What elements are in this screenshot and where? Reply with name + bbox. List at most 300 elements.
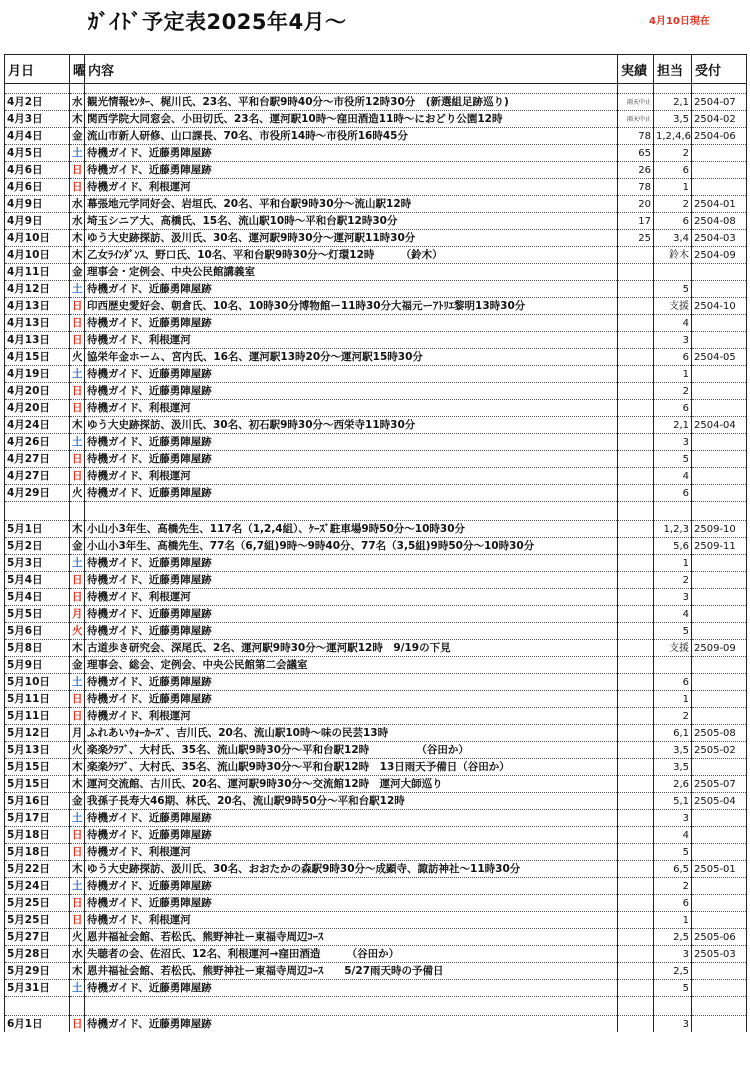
header-date: 月日 [5, 55, 70, 84]
receipt-cell [692, 980, 747, 997]
staff-cell: 3,5 [654, 742, 692, 759]
content-cell: 待機ガイド、近藤勇陣屋跡 [85, 623, 618, 640]
date-cell: 5月12日 [5, 725, 70, 742]
receipt-cell [692, 810, 747, 827]
staff-cell: 1 [654, 179, 692, 196]
actual-cell [618, 759, 654, 776]
content-cell: 待機ガイド、近藤勇陣屋跡 [85, 434, 618, 451]
table-row [5, 963, 747, 980]
content-cell: ゆう大史跡探訪、汲川氏、30名、運河駅9時30分～運河駅11時30分 [85, 230, 618, 247]
content-cell: 関西学院大同窓会、小田切氏、23名、運河駅10時～窪田酒造11時～におどり公園12時 [85, 111, 618, 128]
weekday-cell: 日 [70, 572, 85, 589]
staff-cell: 2 [654, 878, 692, 895]
date-cell: 5月5日 [5, 606, 70, 623]
table-row [5, 708, 747, 725]
weekday-cell: 日 [70, 1016, 85, 1033]
table-row [5, 383, 747, 400]
staff-cell: 6 [654, 674, 692, 691]
actual-cell [618, 776, 654, 793]
table-row [5, 213, 747, 230]
weekday-cell: 日 [70, 451, 85, 468]
content-cell: 観光情報ｾﾝﾀｰ、梶川氏、23名、平和台駅9時40分～市役所12時30分 (新選組足跡巡り) [85, 94, 618, 111]
staff-cell: 2 [654, 708, 692, 725]
table-row [5, 878, 747, 895]
staff-cell: 6 [654, 213, 692, 230]
staff-cell: 6 [654, 895, 692, 912]
weekday-cell: 日 [70, 315, 85, 332]
content-cell: 待機ガイド、利根運河 [85, 332, 618, 349]
date-cell: 5月10日 [5, 674, 70, 691]
spacer-cell [654, 502, 692, 521]
actual-cell [618, 538, 654, 555]
weekday-cell: 日 [70, 912, 85, 929]
date-cell: 4月13日 [5, 332, 70, 349]
actual-cell [618, 485, 654, 502]
spacer-cell [692, 84, 747, 94]
table-row [5, 640, 747, 657]
date-cell: 4月13日 [5, 315, 70, 332]
date-cell: 4月27日 [5, 468, 70, 485]
content-cell: 待機ガイド、近藤勇陣屋跡 [85, 145, 618, 162]
staff-cell: 6 [654, 349, 692, 366]
content-cell: ゆう大史跡探訪、汲川氏、30名、初石駅9時30分～西栄寺11時30分 [85, 417, 618, 434]
weekday-cell: 火 [70, 485, 85, 502]
spacer-cell [654, 997, 692, 1016]
table-row [5, 485, 747, 502]
receipt-cell [692, 1016, 747, 1033]
date-cell: 4月11日 [5, 264, 70, 281]
date-cell: 5月9日 [5, 657, 70, 674]
content-cell: 待機ガイド、近藤勇陣屋跡 [85, 383, 618, 400]
weekday-cell: 日 [70, 589, 85, 606]
date-cell: 5月27日 [5, 929, 70, 946]
weekday-cell: 木 [70, 640, 85, 657]
date-cell: 4月26日 [5, 434, 70, 451]
staff-cell: 3 [654, 946, 692, 963]
actual-cell: 26 [618, 162, 654, 179]
table-row [5, 264, 747, 281]
weekday-cell: 日 [70, 691, 85, 708]
receipt-cell [692, 468, 747, 485]
content-cell: 楽楽ｸﾗﾌﾞ、大村氏、35名、流山駅9時30分～平和台駅12時 （谷田か） [85, 742, 618, 759]
schedule-body [5, 84, 747, 1033]
actual-cell: 78 [618, 128, 654, 145]
table-row [5, 196, 747, 213]
staff-cell: 1,2,4,6 [654, 128, 692, 145]
date-cell: 5月3日 [5, 555, 70, 572]
table-row [5, 521, 747, 538]
actual-cell: 65 [618, 145, 654, 162]
content-cell: 待機ガイド、利根運河 [85, 844, 618, 861]
date-cell: 4月27日 [5, 451, 70, 468]
receipt-cell: 2504-03 [692, 230, 747, 247]
receipt-cell [692, 572, 747, 589]
actual-cell: 雨天中止 [618, 94, 654, 111]
staff-cell: 1 [654, 691, 692, 708]
staff-cell: 3,5 [654, 111, 692, 128]
staff-cell: 5 [654, 844, 692, 861]
receipt-cell: 2504-04 [692, 417, 747, 434]
actual-cell [618, 417, 654, 434]
table-row [5, 980, 747, 997]
receipt-cell: 2504-10 [692, 298, 747, 315]
header-receipt: 受付 [692, 55, 747, 84]
date-cell: 5月11日 [5, 708, 70, 725]
content-cell: 待機ガイド、利根運河 [85, 400, 618, 417]
date-cell: 5月13日 [5, 742, 70, 759]
receipt-cell [692, 878, 747, 895]
date-cell: 4月20日 [5, 383, 70, 400]
actual-cell [618, 555, 654, 572]
actual-cell [618, 691, 654, 708]
content-cell: 待機ガイド、近藤勇陣屋跡 [85, 691, 618, 708]
table-row [5, 929, 747, 946]
actual-cell: 25 [618, 230, 654, 247]
table-row [5, 912, 747, 929]
actual-cell [618, 332, 654, 349]
weekday-cell: 日 [70, 708, 85, 725]
table-row [5, 468, 747, 485]
date-cell: 5月31日 [5, 980, 70, 997]
table-row [5, 589, 747, 606]
table-row [5, 776, 747, 793]
content-cell: 待機ガイド、近藤勇陣屋跡 [85, 485, 618, 502]
actual-cell [618, 400, 654, 417]
spacer-row [5, 84, 747, 94]
receipt-cell [692, 400, 747, 417]
receipt-cell [692, 485, 747, 502]
spacer-row [5, 502, 747, 521]
receipt-cell [692, 827, 747, 844]
schedule-table [4, 54, 747, 1032]
weekday-cell: 水 [70, 946, 85, 963]
spacer-cell [85, 997, 618, 1016]
actual-cell [618, 725, 654, 742]
receipt-cell [692, 691, 747, 708]
staff-cell: 2,5 [654, 929, 692, 946]
date-cell: 4月3日 [5, 111, 70, 128]
header-row [5, 55, 747, 84]
receipt-cell [692, 281, 747, 298]
actual-cell [618, 895, 654, 912]
receipt-cell: 2505-08 [692, 725, 747, 742]
table-row [5, 606, 747, 623]
date-cell: 5月4日 [5, 589, 70, 606]
actual-cell [618, 315, 654, 332]
actual-cell [618, 878, 654, 895]
receipt-cell [692, 264, 747, 281]
actual-cell [618, 963, 654, 980]
actual-cell [618, 912, 654, 929]
staff-cell: 2 [654, 572, 692, 589]
staff-cell: 3 [654, 332, 692, 349]
weekday-cell: 土 [70, 366, 85, 383]
content-cell: 待機ガイド、利根運河 [85, 912, 618, 929]
receipt-cell [692, 383, 747, 400]
staff-cell: 2,1 [654, 417, 692, 434]
staff-cell: 5 [654, 623, 692, 640]
staff-cell: 支援 [654, 298, 692, 315]
date-cell: 4月19日 [5, 366, 70, 383]
content-cell: 理事会・定例会、中央公民館講義室 [85, 264, 618, 281]
spacer-cell [70, 997, 85, 1016]
date-cell: 5月22日 [5, 861, 70, 878]
receipt-cell: 2505-04 [692, 793, 747, 810]
staff-cell: 3 [654, 810, 692, 827]
content-cell: 楽楽ｸﾗﾌﾞ、大村氏、35名、流山駅9時30分～平和台駅12時 13日雨天予備日（谷田か） [85, 759, 618, 776]
actual-cell: 17 [618, 213, 654, 230]
table-row [5, 128, 747, 145]
content-cell: ゆう大史跡探訪、汲川氏、30名、おおたかの森駅9時30分～成顕寺、諏訪神社～11時30分 [85, 861, 618, 878]
staff-cell: 5 [654, 980, 692, 997]
receipt-cell: 2504-01 [692, 196, 747, 213]
date-cell: 5月16日 [5, 793, 70, 810]
receipt-cell: 2505-03 [692, 946, 747, 963]
weekday-cell: 木 [70, 417, 85, 434]
date-cell: 5月24日 [5, 878, 70, 895]
receipt-cell [692, 895, 747, 912]
staff-cell: 6,1 [654, 725, 692, 742]
table-row [5, 810, 747, 827]
content-cell: 協栄年金ホーム、宮内氏、16名、運河駅13時20分～運河駅15時30分 [85, 349, 618, 366]
date-cell: 5月11日 [5, 691, 70, 708]
receipt-cell: 2505-06 [692, 929, 747, 946]
staff-cell: 1,2,3 [654, 521, 692, 538]
content-cell: 待機ガイド、近藤勇陣屋跡 [85, 366, 618, 383]
actual-cell [618, 827, 654, 844]
date-cell: 5月4日 [5, 572, 70, 589]
receipt-cell [692, 145, 747, 162]
actual-cell: 78 [618, 179, 654, 196]
actual-cell [618, 298, 654, 315]
content-cell: 待機ガイド、近藤勇陣屋跡 [85, 878, 618, 895]
staff-cell: 支援 [654, 640, 692, 657]
receipt-cell [692, 315, 747, 332]
date-cell: 4月5日 [5, 145, 70, 162]
content-cell: 待機ガイド、近藤勇陣屋跡 [85, 895, 618, 912]
staff-cell: 5 [654, 451, 692, 468]
content-cell: 待機ガイド、近藤勇陣屋跡 [85, 281, 618, 298]
date-cell: 5月6日 [5, 623, 70, 640]
spacer-cell [692, 997, 747, 1016]
weekday-cell: 土 [70, 674, 85, 691]
spacer-cell [85, 502, 618, 521]
table-row [5, 162, 747, 179]
content-cell: 待機ガイド、近藤勇陣屋跡 [85, 980, 618, 997]
date-cell: 5月25日 [5, 895, 70, 912]
staff-cell: 4 [654, 468, 692, 485]
date-cell: 5月15日 [5, 776, 70, 793]
weekday-cell: 水 [70, 213, 85, 230]
weekday-cell: 土 [70, 555, 85, 572]
spacer-cell [5, 502, 70, 521]
content-cell: 小山小3年生、高橋先生、77名（6,7組)9時～9時40分、77名（3,5組)9時50分～10時30分 [85, 538, 618, 555]
table-row [5, 179, 747, 196]
weekday-cell: 水 [70, 196, 85, 213]
receipt-cell [692, 366, 747, 383]
actual-cell [618, 640, 654, 657]
receipt-cell: 2509-10 [692, 521, 747, 538]
actual-cell: 雨天中止 [618, 111, 654, 128]
date-cell: 5月17日 [5, 810, 70, 827]
date-cell: 4月13日 [5, 298, 70, 315]
staff-cell: 3 [654, 1016, 692, 1033]
date-cell: 4月20日 [5, 400, 70, 417]
staff-cell: 1 [654, 555, 692, 572]
table-row [5, 725, 747, 742]
staff-cell [654, 264, 692, 281]
staff-cell: 2,6 [654, 776, 692, 793]
weekday-cell: 木 [70, 111, 85, 128]
content-cell: 待機ガイド、利根運河 [85, 708, 618, 725]
receipt-cell: 2509-11 [692, 538, 747, 555]
date-cell: 5月28日 [5, 946, 70, 963]
staff-cell: 1 [654, 912, 692, 929]
date-cell: 6月1日 [5, 1016, 70, 1033]
receipt-cell: 2504-07 [692, 94, 747, 111]
content-cell: 運河交流館、古川氏、20名、運河駅9時30分～交流館12時 運河大師巡り [85, 776, 618, 793]
content-cell: 小山小3年生、高橋先生、117名（1,2,4組）、ｹｰｽﾞ駐車場9時50分～10時30分 [85, 521, 618, 538]
weekday-cell: 火 [70, 742, 85, 759]
weekday-cell: 日 [70, 179, 85, 196]
receipt-cell [692, 434, 747, 451]
receipt-cell [692, 589, 747, 606]
content-cell: 印西歴史愛好会、朝倉氏、10名、10時30分博物館ー11時30分大福元ーｱﾄﾘｴ黎明13時30分 [85, 298, 618, 315]
weekday-cell: 金 [70, 657, 85, 674]
as-of-date: 4月10日現在 [649, 16, 710, 27]
spacer-cell [618, 997, 654, 1016]
actual-cell: 20 [618, 196, 654, 213]
weekday-cell: 日 [70, 400, 85, 417]
content-cell: 埼玉シニア大、高橋氏、15名、流山駅10時～平和台駅12時30分 [85, 213, 618, 230]
header-actual: 実績 [618, 55, 654, 84]
header-day: 曜 [70, 55, 85, 84]
receipt-cell: 2504-09 [692, 247, 747, 264]
date-cell: 4月10日 [5, 230, 70, 247]
actual-cell [618, 708, 654, 725]
spacer-cell [5, 84, 70, 94]
staff-cell: 2 [654, 196, 692, 213]
table-row [5, 895, 747, 912]
table-row [5, 434, 747, 451]
content-cell: 待機ガイド、近藤勇陣屋跡 [85, 1016, 618, 1033]
actual-cell [618, 349, 654, 366]
spacer-cell [5, 997, 70, 1016]
table-row [5, 298, 747, 315]
receipt-cell [692, 332, 747, 349]
table-row [5, 861, 747, 878]
weekday-cell: 土 [70, 281, 85, 298]
staff-cell: 2,1 [654, 94, 692, 111]
receipt-cell [692, 674, 747, 691]
weekday-cell: 土 [70, 434, 85, 451]
table-row [5, 555, 747, 572]
actual-cell [618, 810, 654, 827]
receipt-cell: 2504-08 [692, 213, 747, 230]
content-cell: 待機ガイド、近藤勇陣屋跡 [85, 555, 618, 572]
table-row [5, 94, 747, 111]
staff-cell: 6 [654, 400, 692, 417]
date-cell: 4月29日 [5, 485, 70, 502]
date-cell: 4月2日 [5, 94, 70, 111]
date-cell: 5月1日 [5, 521, 70, 538]
spacer-cell [70, 84, 85, 94]
actual-cell [618, 674, 654, 691]
date-cell: 5月15日 [5, 759, 70, 776]
weekday-cell: 木 [70, 247, 85, 264]
spacer-row [5, 997, 747, 1016]
weekday-cell: 木 [70, 521, 85, 538]
actual-cell [618, 844, 654, 861]
table-row [5, 1016, 747, 1033]
receipt-cell: 2504-05 [692, 349, 747, 366]
content-cell: 失聴者の会、佐沼氏、12名、利根運河→窪田酒造 （谷田か） [85, 946, 618, 963]
weekday-cell: 日 [70, 895, 85, 912]
table-row [5, 674, 747, 691]
staff-cell: 5 [654, 281, 692, 298]
weekday-cell: 月 [70, 606, 85, 623]
receipt-cell [692, 844, 747, 861]
staff-cell: 4 [654, 315, 692, 332]
content-cell: 我孫子長寿大46期、林氏、20名、流山駅9時50分～平和台駅12時 [85, 793, 618, 810]
actual-cell [618, 589, 654, 606]
table-row [5, 417, 747, 434]
receipt-cell [692, 963, 747, 980]
date-cell: 4月15日 [5, 349, 70, 366]
actual-cell [618, 434, 654, 451]
weekday-cell: 火 [70, 349, 85, 366]
weekday-cell: 土 [70, 878, 85, 895]
staff-cell: 鈴木 [654, 247, 692, 264]
receipt-cell [692, 451, 747, 468]
content-cell: 待機ガイド、利根運河 [85, 468, 618, 485]
content-cell: 待機ガイド、近藤勇陣屋跡 [85, 451, 618, 468]
receipt-cell: 2509-09 [692, 640, 747, 657]
content-cell: 待機ガイド、近藤勇陣屋跡 [85, 572, 618, 589]
table-row [5, 623, 747, 640]
weekday-cell: 土 [70, 145, 85, 162]
header-staff: 担当 [654, 55, 692, 84]
content-cell: 古道歩き研究会、深尾氏、2名、運河駅9時30分～運河駅12時 9/19の下見 [85, 640, 618, 657]
table-row [5, 332, 747, 349]
receipt-cell [692, 555, 747, 572]
table-row [5, 759, 747, 776]
weekday-cell: 日 [70, 844, 85, 861]
table-row [5, 145, 747, 162]
spacer-cell [692, 502, 747, 521]
table-row [5, 281, 747, 298]
date-cell: 5月18日 [5, 827, 70, 844]
weekday-cell: 日 [70, 383, 85, 400]
actual-cell [618, 521, 654, 538]
receipt-cell [692, 606, 747, 623]
staff-cell: 2 [654, 383, 692, 400]
staff-cell: 3,5 [654, 759, 692, 776]
content-cell: 恩井福祉会館、若松氏、熊野神社ー東福寺周辺ｺｰｽ [85, 929, 618, 946]
weekday-cell: 土 [70, 810, 85, 827]
content-cell: 待機ガイド、近藤勇陣屋跡 [85, 315, 618, 332]
staff-cell [654, 657, 692, 674]
actual-cell [618, 623, 654, 640]
actual-cell [618, 281, 654, 298]
weekday-cell: 金 [70, 793, 85, 810]
table-row [5, 451, 747, 468]
actual-cell [618, 980, 654, 997]
date-cell: 5月25日 [5, 912, 70, 929]
table-row [5, 572, 747, 589]
actual-cell [618, 1016, 654, 1033]
receipt-cell: 2504-06 [692, 128, 747, 145]
